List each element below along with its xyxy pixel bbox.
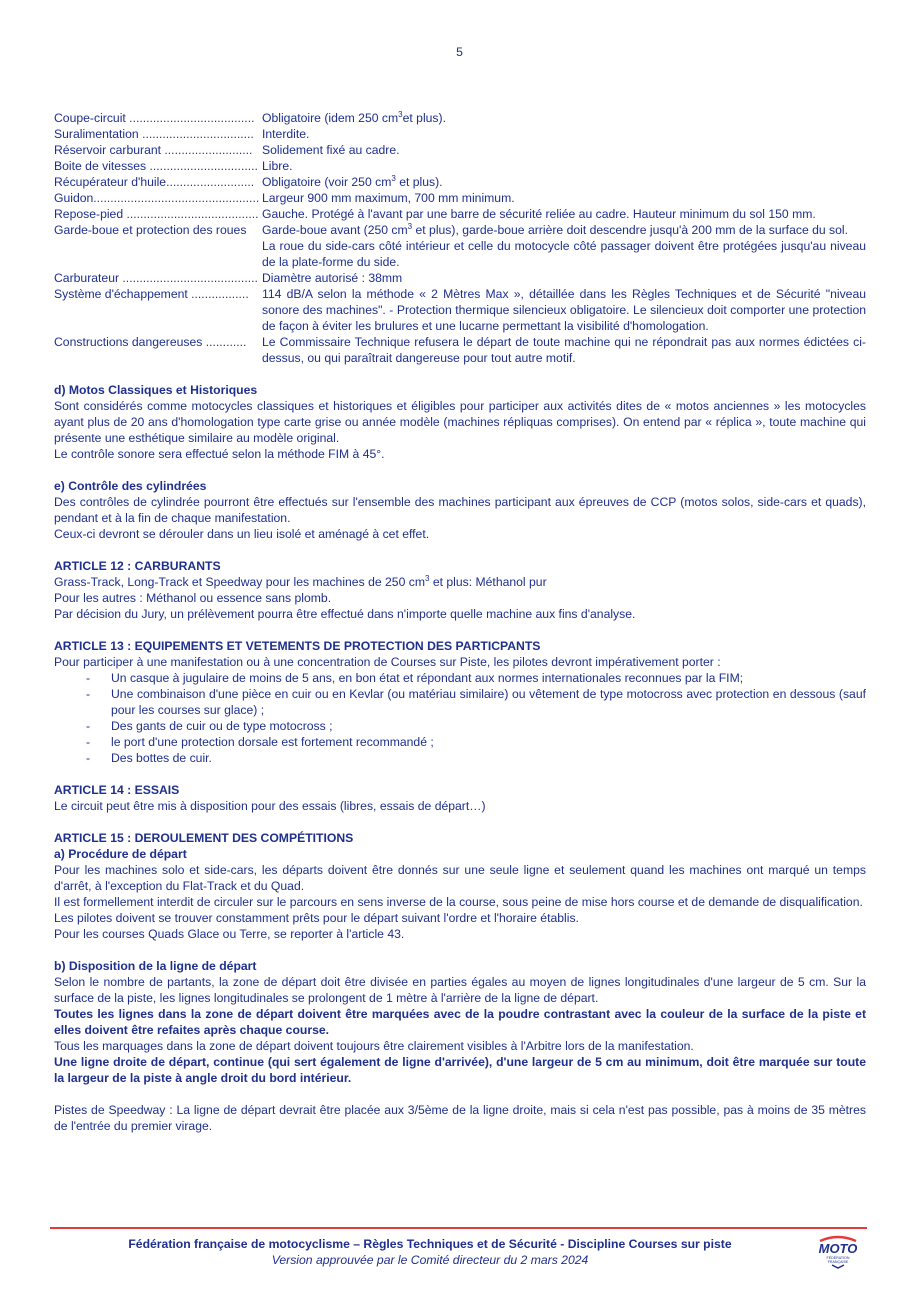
article-heading: ARTICLE 14 : ESSAIS [54, 783, 180, 797]
svg-text:FÉDÉRATION: FÉDÉRATION [826, 1256, 850, 1260]
spec-label: Repose-pied ....................................... [54, 207, 259, 221]
spec-row [54, 334, 866, 366]
list-bullet: - [86, 751, 91, 765]
paragraph: Selon le nombre de partants, la zone de départ doit être divisée en parties égales au moyen de lignes longitudinales d'une largeur de 5 cm. Sur la surface de la piste, les lignes longitudinales se prolongent de 1 mètre à l'arrière de la ligne de départ. [54, 975, 866, 1005]
spec-row [54, 270, 866, 286]
list-item-text: Des gants de cuir ou de type motocross ; [111, 719, 333, 733]
spec-row [54, 190, 866, 206]
section-heading: d) Motos Classiques et Historiques [54, 383, 258, 397]
paragraph: Pour les autres : Méthanol ou essence sans plomb. [54, 591, 332, 605]
spec-value: Obligatoire (voir 250 $cm^3$ et plus). [262, 173, 443, 189]
page-number: 5 [456, 45, 463, 59]
list-item-text: Un casque à jugulaire de moins de 5 ans, en bon état et répondant aux normes internationales reconnues par la FIM; [111, 671, 744, 685]
spec-row [54, 126, 866, 142]
subsection-heading: a) Procédure de départ [54, 847, 187, 861]
list-item [54, 750, 866, 766]
article-13 [54, 638, 866, 766]
spec-value: Le Commissaire Technique refusera le départ de toute machine qui ne répondrait pas aux normes édictées ci-dessus, ou qui paraîtrait dangereuse pour tout autre motif. [262, 335, 866, 365]
equipment-list [54, 670, 866, 766]
list-bullet: - [86, 671, 91, 685]
list-item [54, 718, 866, 734]
spec-label: Constructions dangereuses ............ [54, 335, 247, 349]
paragraph: Les pilotes doivent se trouver constamment prêts pour le départ suivant l'ordre et l'horaire établis. [54, 911, 579, 925]
spec-value: Interdite. [262, 127, 310, 141]
paragraph-bold: Une ligne droite de départ, continue (qui sert également de ligne d'arrivée), d'une largeur de 5 cm au minimum, doit être marquée sur toute la largeur de la piste à angle droit du bord intérieur. [54, 1055, 866, 1085]
spec-label: Réservoir carburant .......................... [54, 143, 253, 157]
paragraph: Grass-Track, Long-Track et Speedway pour les machines de 250 $cm^3$ et plus: Méthanol pur [54, 573, 547, 589]
footer-title: Fédération française de motocyclisme – Règles Techniques et de Sécurité - Discipline Courses sur piste [128, 1237, 732, 1251]
spec-value: Diamètre autorisé : 38mm [262, 271, 403, 285]
subsection-heading: b) Disposition de la ligne de départ [54, 959, 257, 973]
paragraph-bold: Toutes les lignes dans la zone de départ doivent être marquées avec de la poudre contrastant avec la couleur de la surface de la piste et elles doivent être refaites après chaque course. [54, 1007, 866, 1037]
spec-value: Garde-boue avant (250 $cm^3$ et plus), garde-boue arrière doit descendre jusqu'à 200 mm de la surface du sol. La roue du side-cars côté intérieur et celle du motocycle côté passager doivent être protégées jusqu'au niveau de la plate-forme du side. [262, 221, 866, 269]
spec-value: Largeur 900 mm maximum, 700 mm minimum. [262, 191, 515, 205]
spec-label: Guidon................................................. [54, 191, 260, 205]
spec-row [54, 174, 866, 190]
paragraph: Pour participer à une manifestation ou à une concentration de Courses sur Piste, les pilotes devront impérativement porter : [54, 655, 721, 669]
spec-label: Boite de vitesses ................................ [54, 159, 258, 173]
section-d [54, 382, 866, 462]
article-heading: ARTICLE 12 : CARBURANTS [54, 559, 221, 573]
list-bullet: - [86, 719, 91, 733]
paragraph: Pour les courses Quads Glace ou Terre, se reporter à l'article 43. [54, 927, 405, 941]
spec-row [54, 206, 866, 222]
spec-label: Système d'échappement ................. [54, 287, 249, 301]
paragraph: Par décision du Jury, un prélèvement pourra être effectué dans n'importe quelle machine aux fins d'analyse. [54, 607, 636, 621]
paragraph: Pistes de Speedway : La ligne de départ devrait être placée aux 3/5ème de la ligne droite, mais si cela n'est pas possible, pas à moins de 35 mètres de l'entrée du premier virage. [54, 1103, 866, 1133]
paragraph: Il est formellement interdit de circuler sur le parcours en sens inverse de la course, sous peine de mise hors course et de demande de disqualification. [54, 895, 863, 909]
spec-table [54, 110, 866, 366]
list-item [54, 734, 866, 750]
list-item-text: Une combinaison d'une pièce en cuir ou en Kevlar (ou matériau similaire) ou vêtement de type motocross avec protection en dessous (sauf pour les courses sur glace) ; [111, 687, 866, 717]
spec-row [54, 158, 866, 174]
paragraph: Sont considérés comme motocycles classiques et historiques et éligibles pour participer aux activités dites de « motos anciennes » les motocycles ayant plus de 20 ans d'homologation type carte grise ou année modèle (machines répliquas comprises). On entend par « réplica », toute machine qui présente une esthétique similaire au modèle original. [54, 399, 866, 445]
paragraph: Ceux-ci devront se dérouler dans un lieu isolé et aménagé à cet effet. [54, 527, 430, 541]
document-body [54, 110, 866, 1134]
spec-value: Libre. [262, 159, 293, 173]
spec-label: Récupérateur d'huile.......................... [54, 175, 255, 189]
footer-rule [50, 1227, 867, 1229]
list-bullet: - [86, 735, 91, 749]
svg-text:FRANÇAISE: FRANÇAISE [827, 1260, 849, 1264]
paragraph: Le contrôle sonore sera effectué selon la méthode FIM à 45°. [54, 447, 385, 461]
article-12 [54, 558, 866, 622]
paragraph: Le circuit peut être mis à disposition pour des essais (libres, essais de départ…) [54, 799, 486, 813]
paragraph: Tous les marquages dans la zone de départ doivent toujours être clairement visibles à l'Arbitre lors de la manifestation. [54, 1039, 694, 1053]
spec-value: Obligatoire (idem 250 $cm^3et$ plus). [262, 109, 446, 125]
spec-label: Garde-boue et protection des roues [54, 223, 247, 237]
article-heading: ARTICLE 15 : DEROULEMENT DES COMPÉTITIONS [54, 831, 354, 845]
paragraph: Des contrôles de cylindrée pourront être effectués sur l'ensemble des machines participant aux épreuves de CCP (motos solos, side-cars et quads), pendant et à la fin de chaque manifestation. [54, 495, 866, 525]
spec-row [54, 222, 866, 270]
list-item-text: le port d'une protection dorsale est fortement recommandé ; [111, 735, 434, 749]
list-item [54, 670, 866, 686]
footer [50, 1227, 867, 1267]
section-heading: e) Contrôle des cylindrées [54, 479, 207, 493]
svg-text:MOTO: MOTO [818, 1241, 858, 1256]
spec-value: Gauche. Protégé à l'avant par une barre de sécurité reliée au cadre. Hauteur minimum du sol 150 mm. [262, 207, 816, 221]
article-15 [54, 830, 866, 1134]
article-heading: ARTICLE 13 : EQUIPEMENTS ET VETEMENTS DE PROTECTION DES PARTICPANTS [54, 639, 541, 653]
list-item [54, 686, 866, 718]
spec-label: Carburateur ........................................ [54, 271, 258, 285]
list-bullet: - [86, 687, 91, 701]
article-14 [54, 782, 866, 814]
ffm-moto-logo-icon [816, 1235, 860, 1269]
paragraph: Pour les machines solo et side-cars, les départs doivent être donnés sur une seule ligne et seulement quand les machines ont marqué un temps d'arrêt, à l'exception du Flat-Track et du Quad. [54, 863, 866, 893]
spec-value: 114 dB/A selon la méthode « 2 Mètres Max », détaillée dans les Règles Techniques et de Sécurité "niveau sonore des machines". - Protection thermique silencieux obligatoire. Le silencieux doit comporter une protection de façon à éviter les brulures et une lucarne permettant la visibilité d'homologation. [262, 287, 866, 333]
spec-label: Coupe-circuit ..................................... [54, 111, 255, 125]
section-e [54, 478, 866, 542]
spec-row [54, 110, 866, 126]
spec-row [54, 142, 866, 158]
spec-row [54, 286, 866, 334]
list-item-text: Des bottes de cuir. [111, 751, 212, 765]
spec-label: Suralimentation ................................. [54, 127, 254, 141]
spec-value: Solidement fixé au cadre. [262, 143, 400, 157]
footer-subtitle: Version approuvée par le Comité directeur du 2 mars 2024 [271, 1253, 589, 1267]
